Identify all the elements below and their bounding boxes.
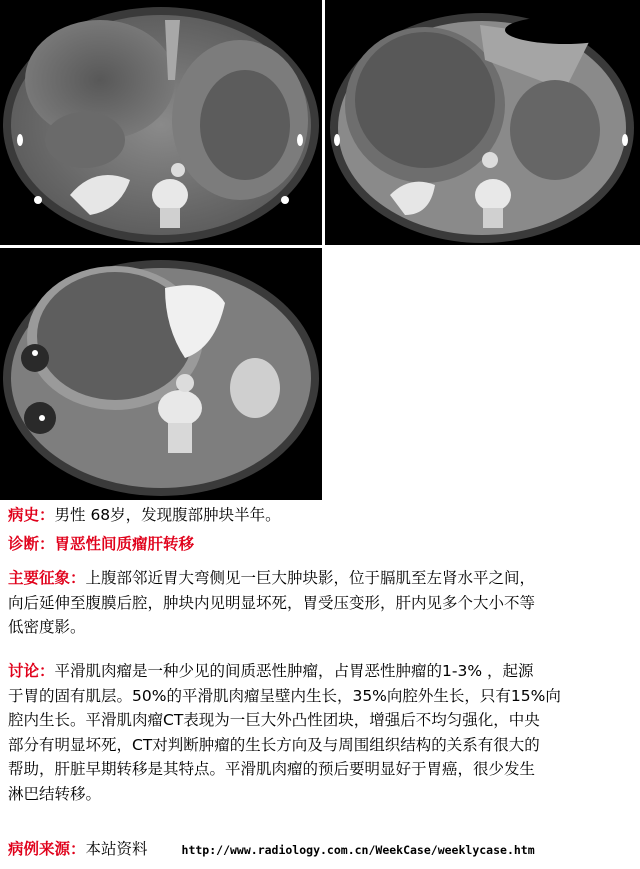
findings-line: 低密度影。: [8, 618, 86, 636]
case-discussion: [8, 659, 634, 806]
case-diagnosis: [8, 532, 634, 557]
source-label: 病例来源：: [8, 840, 86, 858]
ct-image-1: [0, 0, 322, 245]
discussion-line: 于胃的固有肌层。50%的平滑肌肉瘤呈壁内生长，35%向腔外生长，只有15%向: [8, 686, 561, 705]
findings-line: 向后延伸至腹膜后腔，肿块内见明显坏死，胃受压变形，肝内见多个大小不等: [8, 593, 536, 612]
ct-image-2: [325, 0, 640, 245]
history-text: 男性 68岁，发现腹部肿块半年。: [54, 506, 281, 524]
diagnosis-label: 诊断：: [8, 535, 55, 553]
ct-image-3: [0, 248, 322, 500]
discussion-line: 帮助，肝脏早期转移是其特点。平滑肌肉瘤的预后要明显好于胃癌，很少发生: [8, 760, 536, 778]
discussion-line: 部分有明显坏死，CT对判断肿瘤的生长方向及与周围组织结构的关系有很大的: [8, 735, 540, 754]
findings-label: 主要征象：: [8, 569, 86, 587]
discussion-label: 讨论：: [8, 662, 55, 680]
case-source: [8, 837, 634, 863]
source-text: 本站资料: [85, 840, 148, 858]
findings-line: 上腹部邻近胃大弯侧见一巨大肿块影，位于膈肌至左肾水平之间，: [85, 569, 536, 587]
case-findings: [8, 566, 634, 640]
discussion-line: 平滑肌肉瘤是一种少见的间质恶性肿瘤，占胃恶性肿瘤的1-3% ，起源: [54, 662, 534, 680]
discussion-line: 淋巴结转移。: [8, 784, 102, 803]
case-history: [8, 503, 634, 528]
discussion-line: 腔内生长。平滑肌肉瘤CT表现为一巨大外凸性团块，增强后不均匀强化，中央: [8, 711, 540, 729]
diagnosis-text: 胃恶性间质瘤肝转移: [54, 535, 195, 553]
source-url-link[interactable]: http://www.radiology.com.cn/WeekCase/weeklycase.htm: [181, 843, 535, 857]
history-label: 病史：: [8, 506, 55, 524]
